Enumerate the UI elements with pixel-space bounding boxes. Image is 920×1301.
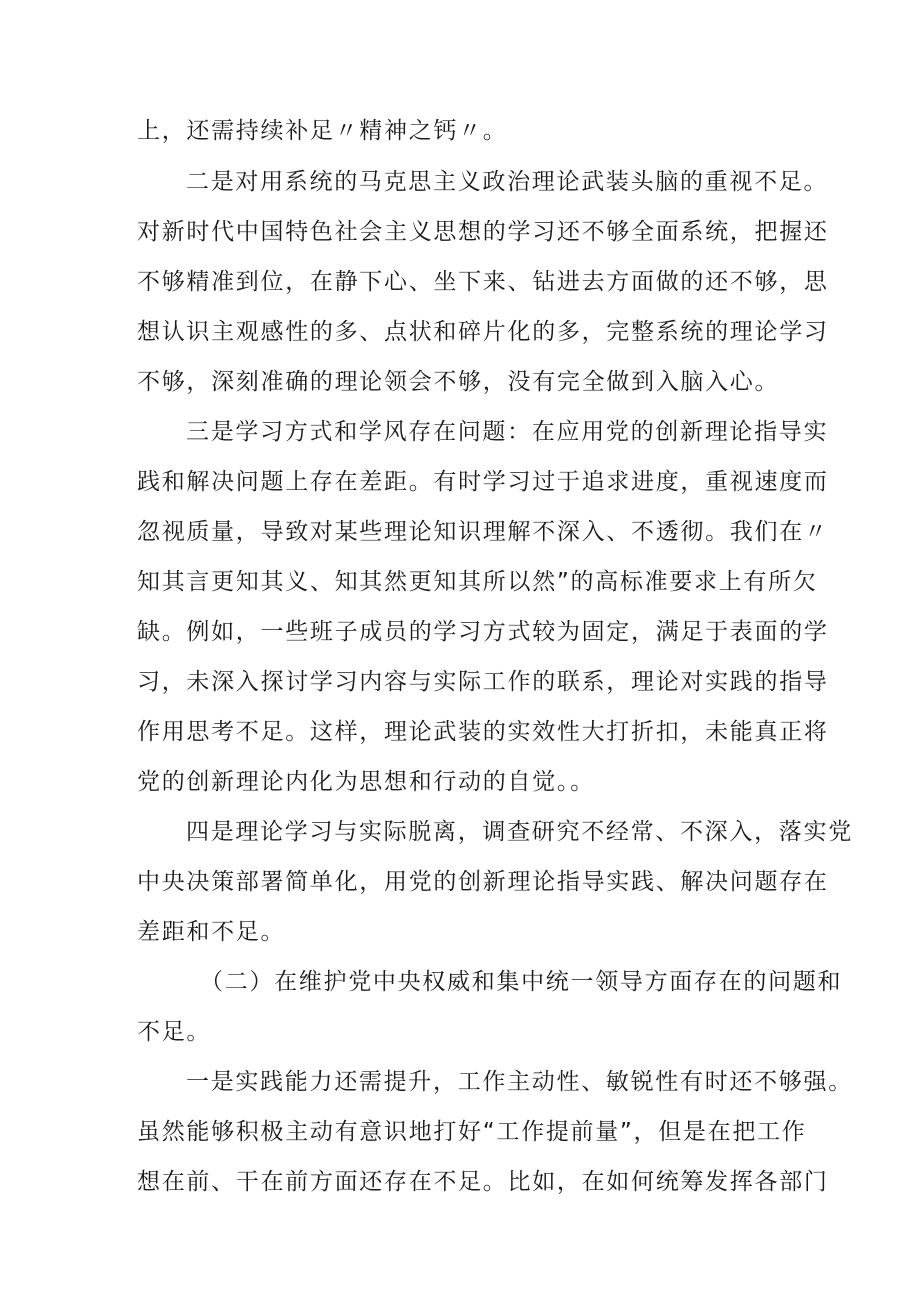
text-line: 不够，深刻准确的理论领会不够，没有完全做到入脑入心。 [137,369,780,395]
text-line: 忽视质量，导致对某些理论知识理解不深入、不透彻。我们在〃 [137,519,829,545]
text-line: 对新时代中国特色社会主义思想的学习还不够全面系统，把握还 [137,219,829,245]
text-line: 虽然能够积极主动有意识地打好“工作提前量”，但是在把工作 [137,1119,807,1145]
paragraph-start: 二是对用系统的马克思主义政治理论武装头脑的重视不足。 [186,169,829,195]
text-line: 作用思考不足。这样，理论武装的实效性大打折扣，未能真正将 [137,719,829,745]
section-heading-cont: 不足。 [137,1019,212,1045]
section-heading: （二）在维护党中央权威和集中统一领导方面存在的问题和 [200,969,843,995]
text-line: 中央决策部署简单化，用党的创新理论指导实践、解决问题存在 [137,869,829,895]
text-line: 想在前、干在前方面还存在不足。比如，在如何统筹发挥各部门 [137,1169,829,1195]
text-line: 知其言更知其义、知其然更知其所以然”的高标准要求上有所欠 [137,569,818,595]
text-line: 差距和不足。 [137,919,286,945]
paragraph-start: 一是实践能力还需提升，工作主动性、敏锐性有时还不够强。 [186,1069,853,1095]
text-line: 不够精准到位，在静下心、坐下来、钻进去方面做的还不够，思 [137,269,829,295]
text-line: 习，未深入探讨学习内容与实际工作的联系，理论对实践的指导 [137,669,829,695]
text-line: 上，还需持续补足〃精神之钙〃。 [137,118,508,144]
paragraph-start: 四是理论学习与实际脱离，调查研究不经常、不深入，落实党 [186,819,853,845]
text-line: 想认识主观感性的多、点状和碎片化的多，完整系统的理论学习 [137,319,829,345]
text-line: 践和解决问题上存在差距。有时学习过于追求进度，重视速度而 [137,469,829,495]
paragraph-start: 三是学习方式和学风存在问题：在应用党的创新理论指导实 [186,419,829,445]
text-line: 党的创新理论内化为思想和行动的自觉。。 [137,769,595,795]
text-line: 缺。例如，一些班子成员的学习方式较为固定，满足于表面的学 [137,619,829,645]
